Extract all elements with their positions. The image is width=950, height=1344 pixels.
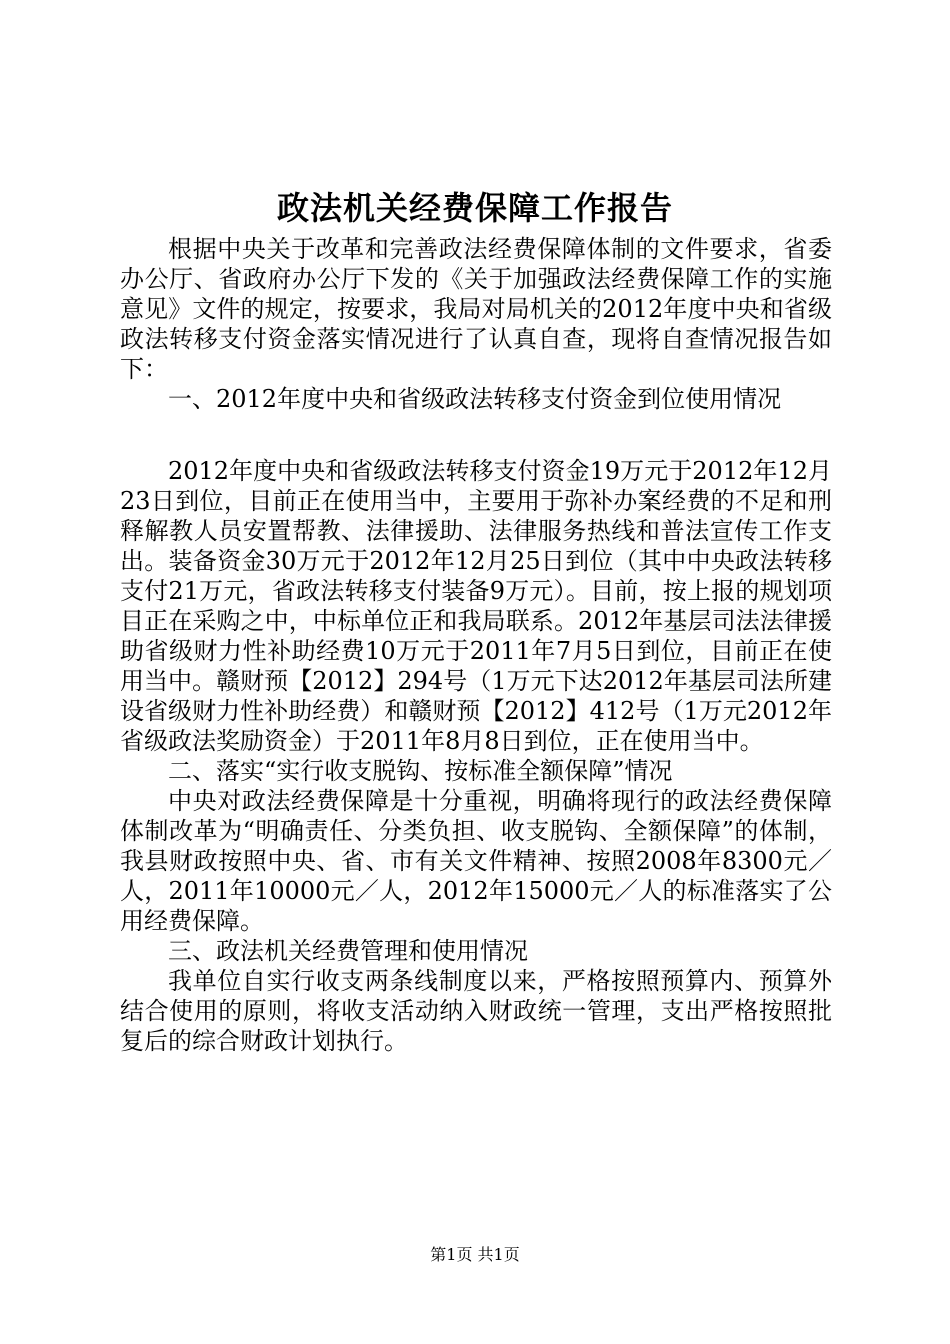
section-2-heading: 二、落实“实行收支脱钩、按标准全额保障”情况: [168, 757, 673, 785]
section-1-paragraph: 2012年度中央和省级政法转移支付资金19万元于2012年12月23日到位，目前正在使用当中，主要用于弥补办案经费的不足和刑释解教人员安置帮教、法律援助、法律服务热线和普法宣传工作支出。装备资金30万元于2012年12月25日到位（其中中央政法转移支付21万元，省政法转移支付装备9万元）。目前，按上报的规划项目正在采购之中，中标单位正和我局联系。2012年基层司法法律援助省级财力性补助经费10万元于2011年7月5日到位，目前正在使用当中。赣财预【2012】294号（1万元下达2012年基层司法所建设省级财力性补助经费）和赣财预【2012】412号（1万元2012年省级政法奖励资金）于2011年8月8日到位，正在使用当中。: [120, 457, 832, 755]
section-3-heading: 三、政法机关经费管理和使用情况: [168, 937, 528, 965]
section-1-heading: 一、2012年度中央和省级政法转移支付资金到位使用情况: [168, 385, 782, 413]
blank-line: [120, 414, 832, 456]
section-3-paragraph: 我单位自实行收支两条线制度以来，严格按照预算内、预算外结合使用的原则，将收支活动纳入财政统一管理，支出严格按照批复后的综合财政计划执行。: [120, 967, 832, 1055]
intro-paragraph: 根据中央关于改革和完善政法经费保障体制的文件要求，省委办公厅、省政府办公厅下发的《关于加强政法经费保障工作的实施意见》文件的规定，按要求，我局对局机关的2012年度中央和省级政法转移支付资金落实情况进行了认真自查，现将自查情况报告如下：: [120, 235, 832, 383]
page-number-footer: 第1页 共1页: [430, 1245, 520, 1264]
section-2-paragraph: 中央对政法经费保障是十分重视，明确将现行的政法经费保障体制改革为“明确责任、分类负担、收支脱钩、全额保障”的体制，我县财政按照中央、省、市有关文件精神、按照2008年8300元／人，2011年10000元／人，2012年15000元／人的标准落实了公用经费保障。: [120, 787, 832, 935]
document-title: 政法机关经费保障工作报告: [276, 189, 673, 227]
document-body: [120, 234, 832, 1056]
